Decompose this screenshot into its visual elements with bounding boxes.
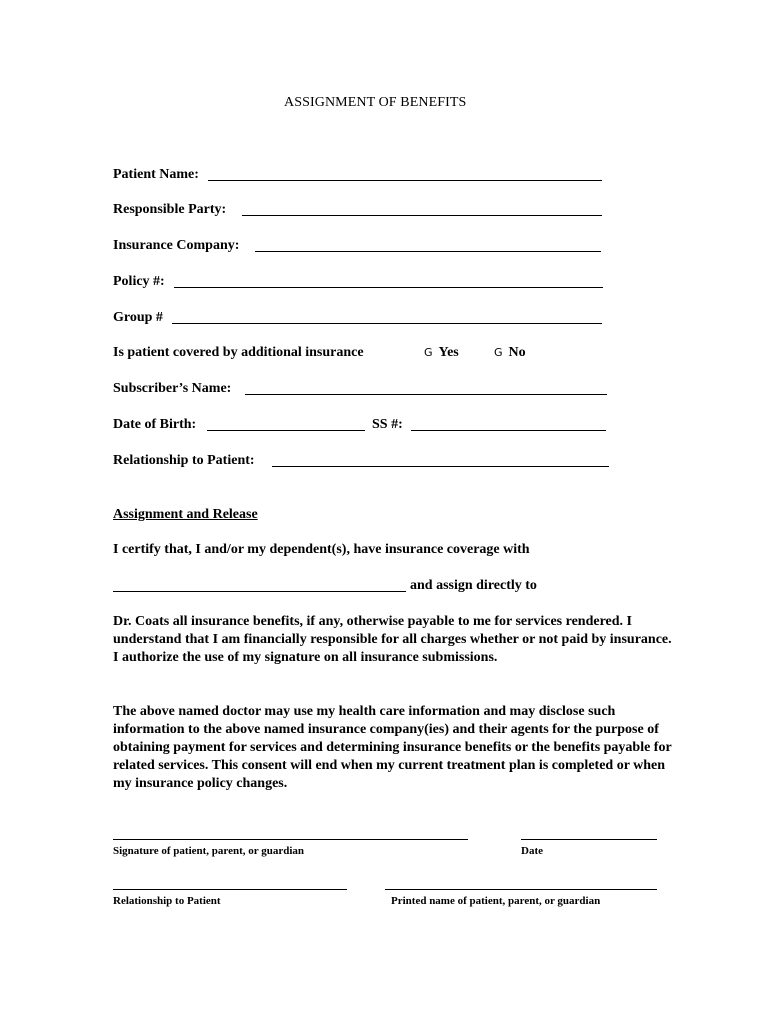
paragraph-disclosure — [113, 703, 673, 793]
assign-directly-text: and assign directly to — [410, 578, 537, 593]
patient-name-field[interactable] — [208, 180, 602, 181]
relationship-sign-label: Relationship to Patient — [113, 895, 221, 907]
relationship-label: Relationship to Patient: — [113, 453, 255, 468]
page-title: ASSIGNMENT OF BENEFITS — [284, 95, 467, 110]
paragraph-authorization-text: Dr. Coats all insurance benefits, if any, otherwise payable to me for services rendered. I understand that I am financially responsible for all charges whether or not paid by insurance. I authorize the use of my signature on all insurance submissions. — [113, 614, 672, 665]
printed-name-label: Printed name of patient, parent, or guardian — [391, 895, 601, 907]
group-number-label: Group # — [113, 310, 163, 325]
relationship-field[interactable] — [272, 466, 609, 467]
insurance-company-label: Insurance Company: — [113, 238, 240, 253]
dob-field[interactable] — [207, 430, 365, 431]
subscriber-name-field[interactable] — [245, 394, 607, 395]
policy-number-field[interactable] — [174, 287, 603, 288]
relationship-sign-line[interactable] — [113, 889, 347, 890]
insurance-coverage-field[interactable] — [113, 591, 406, 592]
paragraph-authorization — [113, 613, 673, 667]
yes-label: Yes — [438, 345, 459, 360]
dob-label: Date of Birth: — [113, 417, 197, 432]
paragraph-disclosure-text: The above named doctor may use my health care information and may disclose such information to the above named insurance company(ies) and their agents for the purpose of obtaining payment for services and determining insurance benefits or the benefits payable for related services. This consent will end when my current treatment plan is completed or when my insurance policy changes. — [113, 704, 672, 791]
ss-label: SS #: — [372, 417, 403, 432]
section-heading: Assignment and Release — [113, 507, 258, 522]
no-checkbox-icon[interactable]: G — [494, 346, 503, 359]
date-line[interactable] — [521, 839, 657, 840]
yes-checkbox-icon[interactable]: G — [424, 346, 433, 359]
certify-text: I certify that, I and/or my dependent(s), have insurance coverage with — [113, 542, 530, 557]
responsible-party-field[interactable] — [242, 215, 602, 216]
group-number-field[interactable] — [172, 323, 602, 324]
no-option[interactable] — [494, 345, 526, 361]
yes-option[interactable] — [424, 345, 459, 361]
signature-label: Signature of patient, parent, or guardian — [113, 845, 304, 857]
ss-field[interactable] — [411, 430, 606, 431]
responsible-party-label: Responsible Party: — [113, 202, 227, 217]
policy-number-label: Policy #: — [113, 274, 165, 289]
additional-insurance-label: Is patient covered by additional insurance — [113, 345, 364, 360]
no-label: No — [508, 345, 526, 360]
subscriber-name-label: Subscriber’s Name: — [113, 381, 232, 396]
patient-name-label: Patient Name: — [113, 167, 199, 182]
signature-line[interactable] — [113, 839, 468, 840]
insurance-company-field[interactable] — [255, 251, 601, 252]
printed-name-line[interactable] — [385, 889, 657, 890]
date-label: Date — [521, 845, 543, 857]
